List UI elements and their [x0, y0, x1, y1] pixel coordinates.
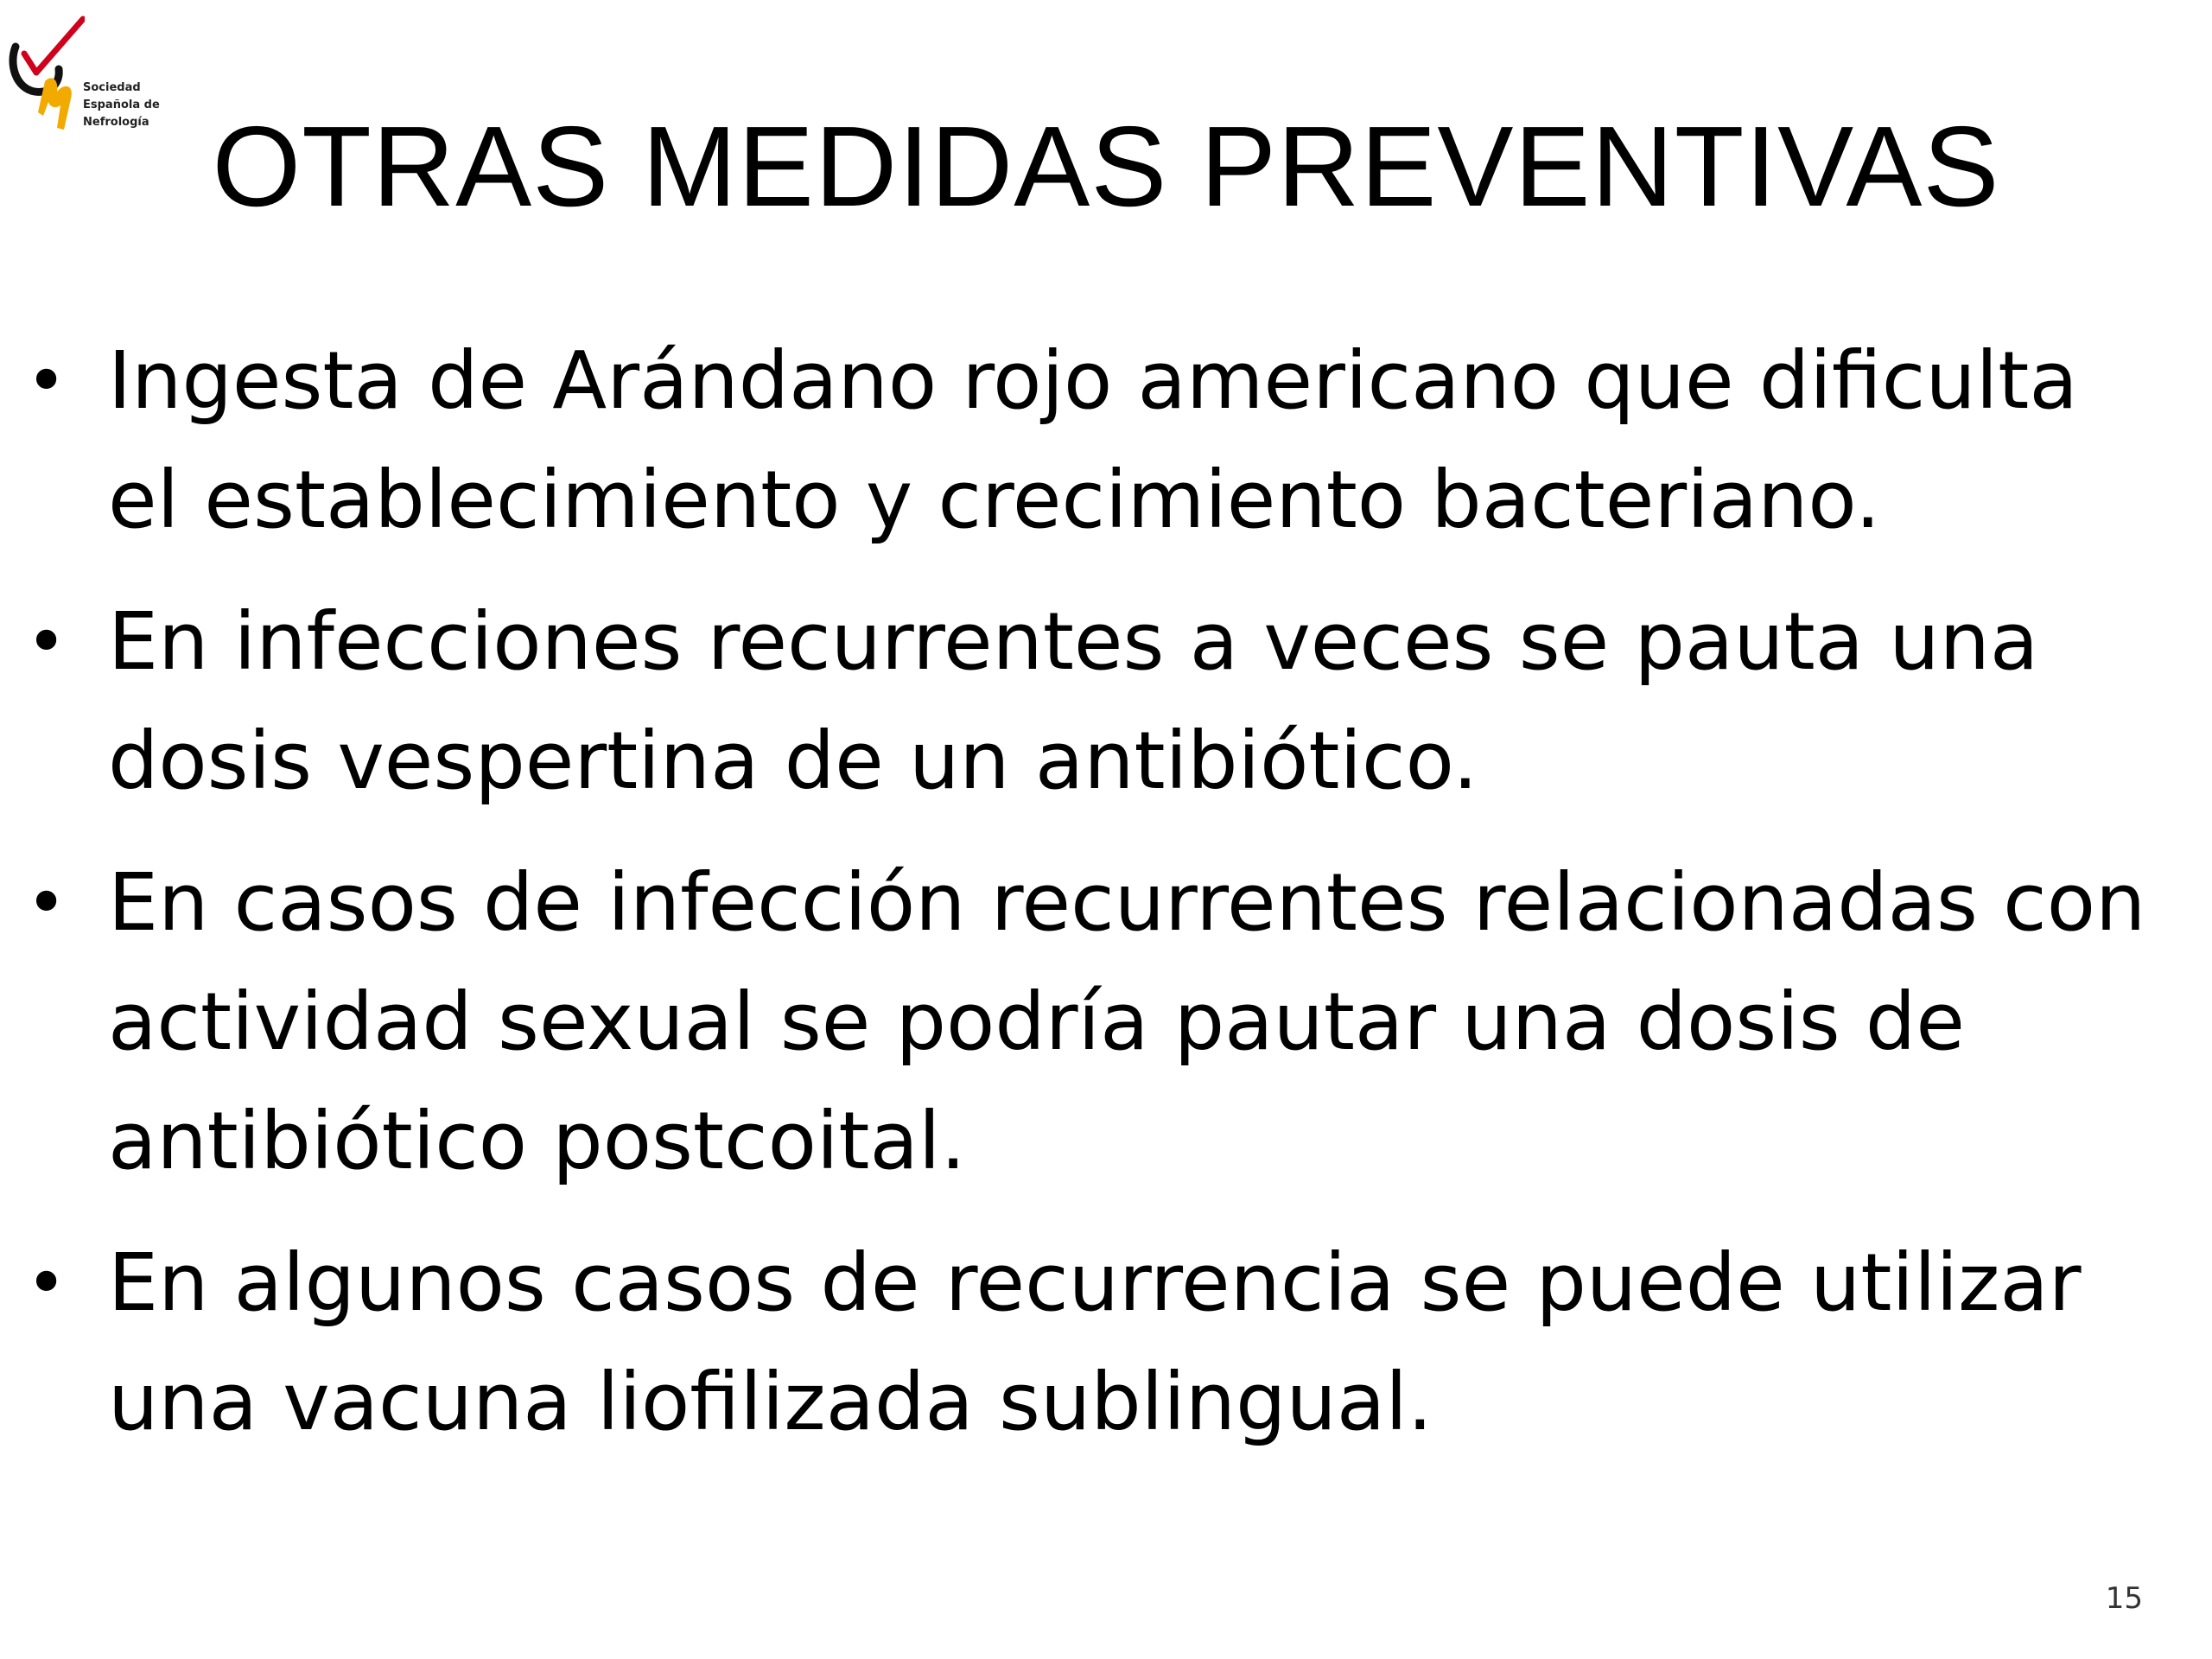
bullet-line: En algunos casos de recurrencia se puede utilizar	[108, 1236, 2082, 1329]
bullet-item	[0, 321, 2195, 560]
bullet-line: Ingesta de Arándano rojo americano que dificulta	[108, 334, 2078, 427]
bullet-item	[0, 582, 2195, 821]
logo-text-line-1: Sociedad	[83, 81, 141, 94]
bullet-item	[0, 1224, 2195, 1462]
bullet-marker: •	[26, 340, 67, 421]
bullet-line: En casos de infección recurrentes relacionadas con	[108, 856, 2146, 949]
bullet-line: dosis vespertina de un antibiótico.	[108, 715, 1478, 807]
bullet-line: una vacuna liofilizada sublingual.	[108, 1356, 1433, 1448]
bullet-line: antibiótico postcoital.	[108, 1095, 966, 1187]
bullet-list	[0, 321, 2195, 1484]
bullet-marker: •	[26, 862, 67, 943]
bullet-line: actividad sexual se podría pautar una dosis de	[108, 976, 1965, 1068]
page-number: 15	[2105, 1581, 2143, 1616]
bullet-line: En infecciones recurrentes a veces se pauta una	[108, 595, 2039, 688]
slide-title: OTRAS MEDIDAS PREVENTIVAS	[212, 103, 2000, 230]
bullet-item	[0, 843, 2195, 1201]
bullet-marker: •	[26, 601, 67, 682]
bullet-marker: •	[26, 1243, 67, 1323]
logo-text-line-2: Española de	[83, 99, 160, 111]
bullet-line: el establecimiento y crecimiento bacteriano.	[108, 454, 1881, 546]
logo-text-line-3: Nefrología	[83, 116, 149, 129]
